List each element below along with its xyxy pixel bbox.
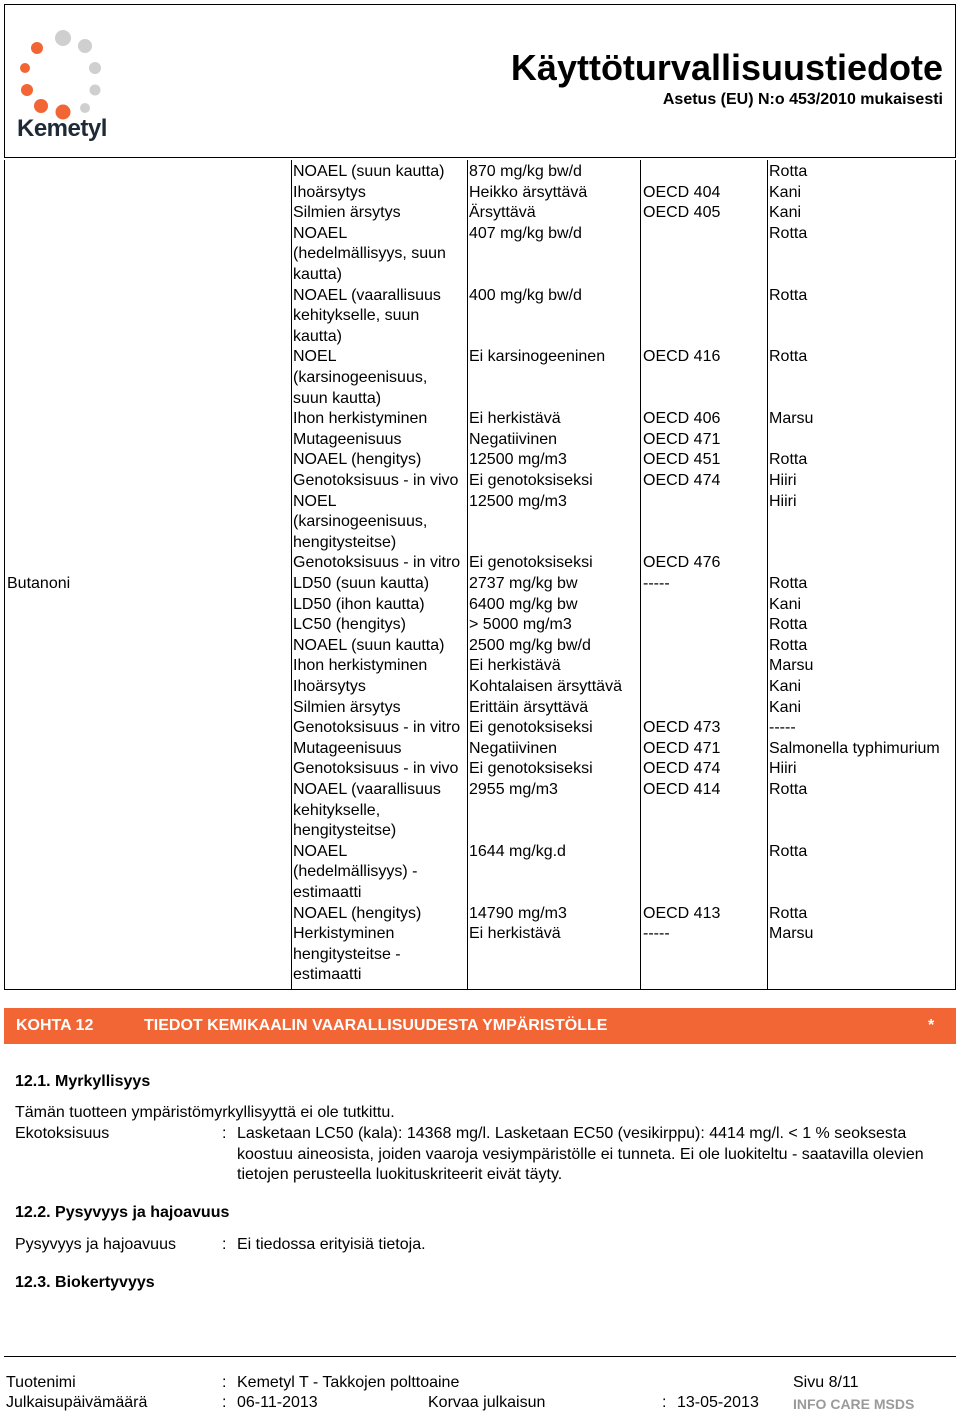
ecotox-colon: : [222,1125,227,1142]
section-12-header [4,1008,956,1044]
table-cell-value: 2955 mg/m3 [469,781,558,798]
table-cell-value: Negatiivinen [469,430,558,448]
table-row [5,595,955,616]
document-title: Käyttöturvallisuustiedote [510,47,943,88]
table-cell-endpoint: Silmien ärsytys [293,698,401,716]
table-cell-method: OECD 406 [643,410,721,428]
table-cell-species: Rotta [769,842,808,860]
table-cell-endpoint: NOAEL (suun kautta) [293,163,445,180]
table-cell-species: Rotta [769,904,808,922]
table-cell-value: 6400 mg/kg bw [469,595,578,613]
table-cell-endpoint: Mutageenisuus [293,430,402,448]
table-cell-endpoint: NOEL (karsinogeenisuus, hengitysteitse) [293,492,428,551]
table-row [5,615,955,636]
table-cell-value: Ei karsinogeeninen [469,348,606,366]
table-cell-species: Rotta [769,163,808,180]
table-cell-species: Kani [769,183,802,201]
section-title: TIEDOT KEMIKAALIN VAARALLISUUDESTA YMPÄRISTÖLLE [144,1017,608,1034]
table-row [5,780,955,842]
table-cell-value: 407 mg/kg bw/d [469,224,582,242]
table-cell-endpoint: NOEL (karsinogeenisuus, suun kautta) [293,348,428,407]
table-cell-method: OECD 416 [643,348,721,366]
table-cell-value: > 5000 mg/m3 [469,616,572,634]
footer-colon: : [222,1374,227,1391]
table-cell-endpoint: NOAEL (hengitys) [293,451,422,469]
table-row [5,698,955,719]
table-cell-endpoint: Genotoksisuus - in vivo [293,760,459,778]
table-cell-endpoint: NOAEL (hedelmällisyys) - estimaatti [293,842,418,901]
table-cell-endpoint: Ihoärsytys [293,678,366,695]
footer-colon: : [222,1394,227,1411]
table-cell-method: OECD 473 [643,719,721,737]
table-row [5,553,955,574]
table-cell-endpoint: NOAEL (hengitys) [293,904,422,922]
table-cell-species: Rotta [769,348,808,366]
table-cell-method: OECD 476 [643,554,721,572]
table-row [5,656,955,677]
table-cell-species: Kani [769,678,802,695]
footer-date-label: Julkaisupäivämäärä [6,1394,148,1411]
table-cell-species: Marsu [769,410,814,428]
table-cell-method: OECD 471 [643,430,721,448]
table-cell-endpoint: Genotoksisuus - in vitro [293,554,461,572]
table-cell-method: OECD 451 [643,451,721,469]
table-row [5,450,955,471]
table-cell-species: Marsu [769,657,814,675]
table-cell-species: Rotta [769,616,808,634]
table-row [5,677,955,698]
table-row [5,904,955,925]
table-cell-method: OECD 404 [643,183,721,201]
table-cell-endpoint: LC50 (hengitys) [293,616,406,634]
table-cell-value: Ei genotoksiseksi [469,554,593,572]
persistence-value: Ei tiedossa erityisiä tietoja. [237,1236,426,1253]
table-cell-method: OECD 405 [643,204,721,222]
table-row [5,739,955,760]
table-row [5,203,955,224]
subsection-12-3-heading: 12.3. Biokertyvyys [15,1274,155,1291]
table-row [5,430,955,451]
table-cell-species: ----- [769,719,796,737]
table-cell-endpoint: Mutageenisuus [293,739,402,757]
table-cell-species: Kani [769,698,802,716]
table-cell-endpoint: Ihon herkistyminen [293,657,428,675]
table-cell-method: ----- [643,925,670,943]
table-cell-value: Ei herkistävä [469,410,561,428]
table-cell-value: 2737 mg/kg bw [469,575,578,592]
table-cell-endpoint: NOAEL (hedelmällisyys, suun kautta) [293,224,446,283]
table-cell-species: Rotta [769,781,808,798]
table-cell-value: Heikko ärsyttävä [469,183,588,201]
subsection-12-2-heading: 12.2. Pysyvyys ja hajoavuus [15,1204,230,1221]
logo-wordmark: Kemetyl [17,115,107,142]
table-row [5,924,955,986]
table-cell-value: Ärsyttävä [469,204,536,222]
toxicity-note: Tämän tuotteen ympäristömyrkyllisyyttä ei ole tutkittu. [15,1104,395,1121]
table-cell-endpoint: NOAEL (suun kautta) [293,636,445,654]
footer-divider [4,1356,956,1357]
table-cell-species: Rotta [769,636,808,654]
table-cell-value: Ei genotoksiseksi [469,760,593,778]
table-cell-value: 2500 mg/kg bw/d [469,636,591,654]
table-row [5,636,955,657]
table-cell-substance: Butanoni [7,575,71,592]
table-cell-species: Hiiri [769,472,797,489]
table-cell-method: OECD 414 [643,781,721,798]
footer-replaces-label: Korvaa julkaisun [428,1394,546,1411]
persistence-label: Pysyvyys ja hajoavuus [15,1236,176,1253]
table-cell-species: Rotta [769,286,808,304]
persistence-colon: : [222,1236,227,1253]
table-cell-endpoint: LD50 (ihon kautta) [293,595,425,613]
table-cell-species: Kani [769,595,802,613]
table-row [5,286,955,348]
table-cell-species: Rotta [769,224,808,242]
table-cell-value: 1644 mg/kg.d [469,842,566,860]
section-number: KOHTA 12 [16,1017,94,1034]
footer-date-value: 06-11-2013 [237,1394,318,1411]
revision-marker: * [928,1017,935,1034]
table-row [5,409,955,430]
subsection-12-1-heading: 12.1. Myrkyllisyys [15,1073,151,1090]
table-cell-species: Salmonella typhimurium [769,739,940,757]
table-cell-value: 400 mg/kg bw/d [469,286,582,304]
footer-product-label: Tuotenimi [6,1374,76,1391]
table-row [5,347,955,409]
table-cell-endpoint: Ihon herkistyminen [293,410,428,428]
document-header [4,4,956,158]
table-cell-species: Rotta [769,451,808,469]
table-cell-value: Ei genotoksiseksi [469,472,593,489]
table-cell-value: Ei herkistävä [469,657,561,675]
footer-replaces-value: 13-05-2013 [677,1394,759,1411]
table-cell-value: 14790 mg/m3 [469,904,567,922]
table-row [5,183,955,204]
table-cell-endpoint: LD50 (suun kautta) [293,575,430,592]
table-cell-value: Negatiivinen [469,739,558,757]
footer-colon: : [662,1394,667,1411]
table-cell-species: Marsu [769,925,814,943]
table-cell-method: ----- [643,575,670,592]
table-cell-method: OECD 474 [643,760,721,778]
table-row [5,471,955,492]
table-row [5,574,955,595]
table-cell-method: OECD 413 [643,904,721,922]
table-cell-value: 12500 mg/m3 [469,492,567,510]
ecotox-label: Ekotoksisuus [15,1125,110,1142]
table-cell-value: 870 mg/kg bw/d [469,163,582,180]
table-cell-value: Ei herkistävä [469,925,561,943]
footer-product-value: Kemetyl T - Takkojen polttoaine [237,1374,460,1391]
footer-page-number: Sivu 8/11 [793,1374,859,1391]
table-row [5,842,955,904]
table-cell-endpoint: Herkistyminen hengitysteitse - estimaatti [293,925,401,984]
table-cell-endpoint: Genotoksisuus - in vitro [293,719,461,737]
table-cell-method: OECD 471 [643,739,721,757]
table-cell-species: Hiiri [769,760,797,778]
table-cell-species: Kani [769,204,802,222]
table-cell-value: Erittäin ärsyttävä [469,698,589,716]
ecotox-value: Lasketaan LC50 (kala): 14368 mg/l. Lasketaan EC50 (vesikirppu): 4414 mg/l. < 1 % seoksesta koostuu aineosista, joiden vaaroja vesiympäristölle ei tunneta. Ei ole luokiteltu - saatavilla olevien tietojen perusteella luokituskriteerit eivät täyty. [237,1125,924,1184]
table-cell-value: Ei genotoksiseksi [469,719,593,737]
document-subtitle: Asetus (EU) N:o 453/2010 mukaisesti [662,91,943,108]
table-cell-method: OECD 474 [643,472,721,489]
table-cell-species: Hiiri [769,492,797,510]
table-row [5,759,955,780]
table-cell-endpoint: NOAEL (vaarallisuus kehitykselle, hengitysteitse) [293,781,441,840]
table-row [5,224,955,286]
table-cell-value: 12500 mg/m3 [469,451,567,469]
footer-brand: INFO CARE MSDS [793,1396,915,1412]
table-cell-endpoint: NOAEL (vaarallisuus kehitykselle, suun kautta) [293,286,441,345]
table-row [5,492,955,554]
table-cell-endpoint: Silmien ärsytys [293,204,401,222]
toxicology-table [4,160,956,990]
table-cell-species: Rotta [769,575,808,592]
table-cell-endpoint: Genotoksisuus - in vivo [293,472,459,489]
table-cell-value: Kohtalaisen ärsyttävä [469,678,622,695]
table-row [5,162,955,183]
table-row [5,718,955,739]
table-cell-endpoint: Ihoärsytys [293,183,366,201]
